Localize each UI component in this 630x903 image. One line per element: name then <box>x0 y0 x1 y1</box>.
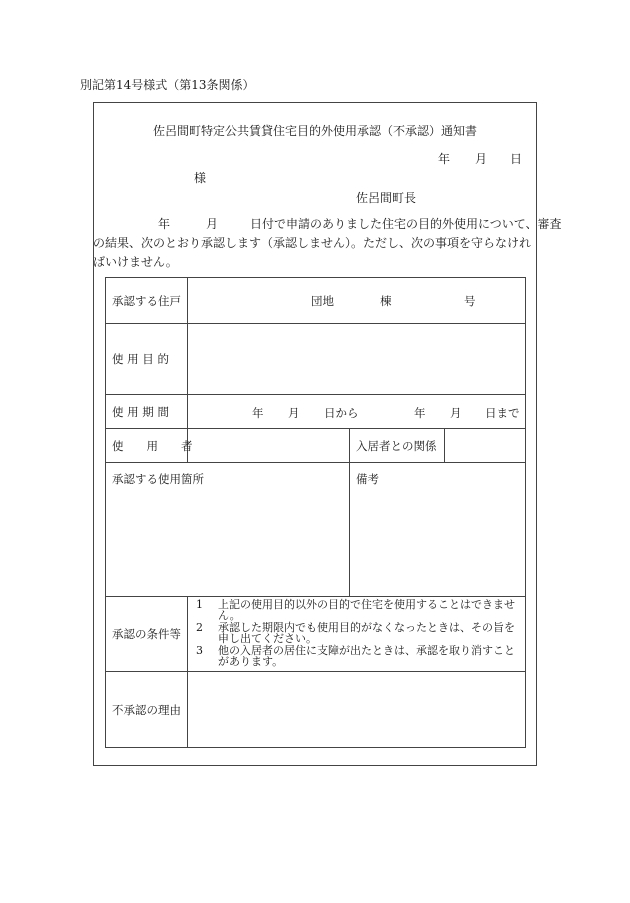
label-dwelling: 承認する住戸 <box>106 278 188 324</box>
notice-body <box>93 215 562 272</box>
addressee-suffix: 様 <box>194 171 207 185</box>
condition-item-2 <box>196 622 525 644</box>
row-purpose <box>106 324 526 395</box>
condition-number: 1 <box>196 598 203 611</box>
condition-item-1 <box>196 599 525 621</box>
date-year-label: 年 <box>438 152 451 166</box>
conditions-field <box>188 597 526 672</box>
label-relation: 入居者との関係 <box>350 429 445 463</box>
dwelling-field <box>188 278 526 324</box>
label-location: 承認する使用箇所 <box>106 463 350 597</box>
date-day-label: 日 <box>510 152 523 166</box>
row-location <box>106 463 526 597</box>
body-year: 年 <box>158 217 171 231</box>
body-month: 月 <box>206 217 219 231</box>
condition-text: 他の入居者の居住に支障が出たときは、承認を取り消すことがあります。 <box>218 644 515 668</box>
row-period <box>106 395 526 429</box>
user-field <box>188 429 350 463</box>
document-title: 佐呂間町特定公共賃貸住宅目的外使用承認（不承認）通知書 <box>152 124 477 138</box>
condition-text: 上記の使用目的以外の目的で住宅を使用することはできません。 <box>218 598 515 622</box>
label-conditions: 承認の条件等 <box>106 597 188 672</box>
period-field <box>188 395 526 429</box>
date-month-label: 月 <box>475 152 488 166</box>
row-dwelling <box>106 278 526 324</box>
purpose-field <box>188 324 526 395</box>
period-from-year: 年 <box>252 406 264 420</box>
body-line-2: の結果、次のとおり承認します（承認しません）。ただし、次の事項を守らなけれ <box>93 236 532 250</box>
row-rejection-reason <box>106 672 526 748</box>
form-number-caption: 別記第14号様式（第13条関係） <box>80 78 255 92</box>
relation-field <box>445 429 526 463</box>
period-to-day: 日まで <box>485 406 520 420</box>
body-line-1 <box>96 215 562 234</box>
label-user: 使 用 者 <box>106 429 188 463</box>
dwelling-mune: 棟 <box>380 294 392 308</box>
row-conditions <box>106 597 526 672</box>
dwelling-danchi: 団地 <box>311 294 334 308</box>
approval-form-table <box>105 277 526 748</box>
condition-item-3 <box>196 645 525 667</box>
period-to-month: 月 <box>450 406 462 420</box>
row-user <box>106 429 526 463</box>
rejection-reason-field <box>188 672 526 748</box>
label-remarks: 備考 <box>350 463 526 597</box>
body-line-3: ばいけません。 <box>93 255 178 269</box>
conditions-list <box>188 597 525 667</box>
period-from-month: 月 <box>288 406 300 420</box>
label-purpose: 使 用 目 的 <box>106 324 188 395</box>
label-rejection-reason: 不承認の理由 <box>106 672 188 748</box>
label-period: 使 用 期 間 <box>106 395 188 429</box>
condition-number: 2 <box>196 621 203 634</box>
dwelling-go: 号 <box>464 294 476 308</box>
issuer-name: 佐呂間町長 <box>356 191 417 205</box>
condition-number: 3 <box>196 644 203 657</box>
condition-text: 承認した期限内でも使用目的がなくなったときは、その旨を申し出てください。 <box>218 621 515 645</box>
period-from-day: 日から <box>324 406 359 420</box>
period-to-year: 年 <box>414 406 426 420</box>
body-line-1-text: 日付で申請のありました住宅の目的外使用について、審査 <box>250 217 562 231</box>
